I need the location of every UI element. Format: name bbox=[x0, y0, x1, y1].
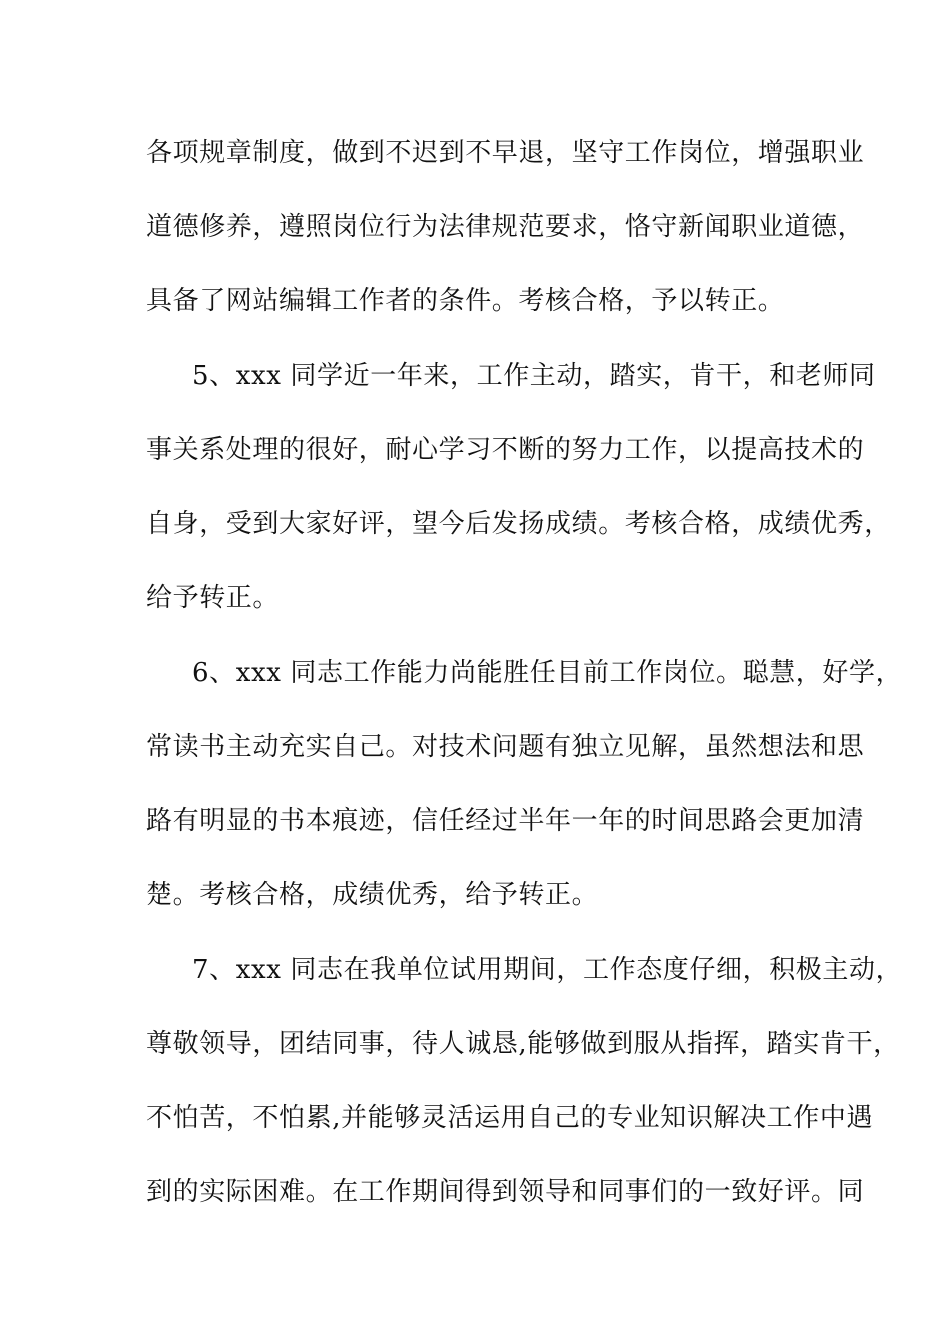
text-line: 楚。考核合格，成绩优秀，给予转正。 bbox=[146, 880, 599, 910]
text-line: 自身，受到大家好评，望今后发扬成绩。考核合格，成绩优秀， bbox=[146, 509, 891, 539]
text-line: 不怕苦，不怕累,并能够灵活运用自己的专业知识解决工作中遇 bbox=[146, 1103, 874, 1133]
text-line: 到的实际困难。在工作期间得到领导和同事们的一致好评。同 bbox=[146, 1177, 865, 1207]
text-line: 路有明显的书本痕迹，信任经过半年一年的时间思路会更加清 bbox=[146, 806, 865, 836]
paragraph-5-first-line: 5、xxx 同学近一年来，工作主动，踏实，肯干，和老师同 bbox=[192, 361, 876, 391]
text-line: 具备了网站编辑工作者的条件。考核合格，予以转正。 bbox=[146, 286, 785, 316]
text-line: 尊敬领导，团结同事，待人诚恳,能够做到服从指挥，踏实肯干， bbox=[146, 1029, 900, 1059]
text-line: 常读书主动充实自己。对技术问题有独立见解，虽然想法和思 bbox=[146, 732, 865, 762]
text-line: 各项规章制度，做到不迟到不早退，坚守工作岗位，增强职业 bbox=[146, 138, 865, 168]
text-line: 事关系处理的很好，耐心学习不断的努力工作，以提高技术的 bbox=[146, 435, 865, 465]
text-line: 给予转正。 bbox=[146, 583, 280, 613]
text-line: 道德修养，遵照岗位行为法律规范要求，恪守新闻职业道德， bbox=[146, 212, 865, 242]
paragraph-6-first-line: 6、xxx 同志工作能力尚能胜任目前工作岗位。聪慧，好学， bbox=[192, 658, 903, 688]
paragraph-7-first-line: 7、xxx 同志在我单位试用期间，工作态度仔细，积极主动， bbox=[192, 955, 903, 985]
